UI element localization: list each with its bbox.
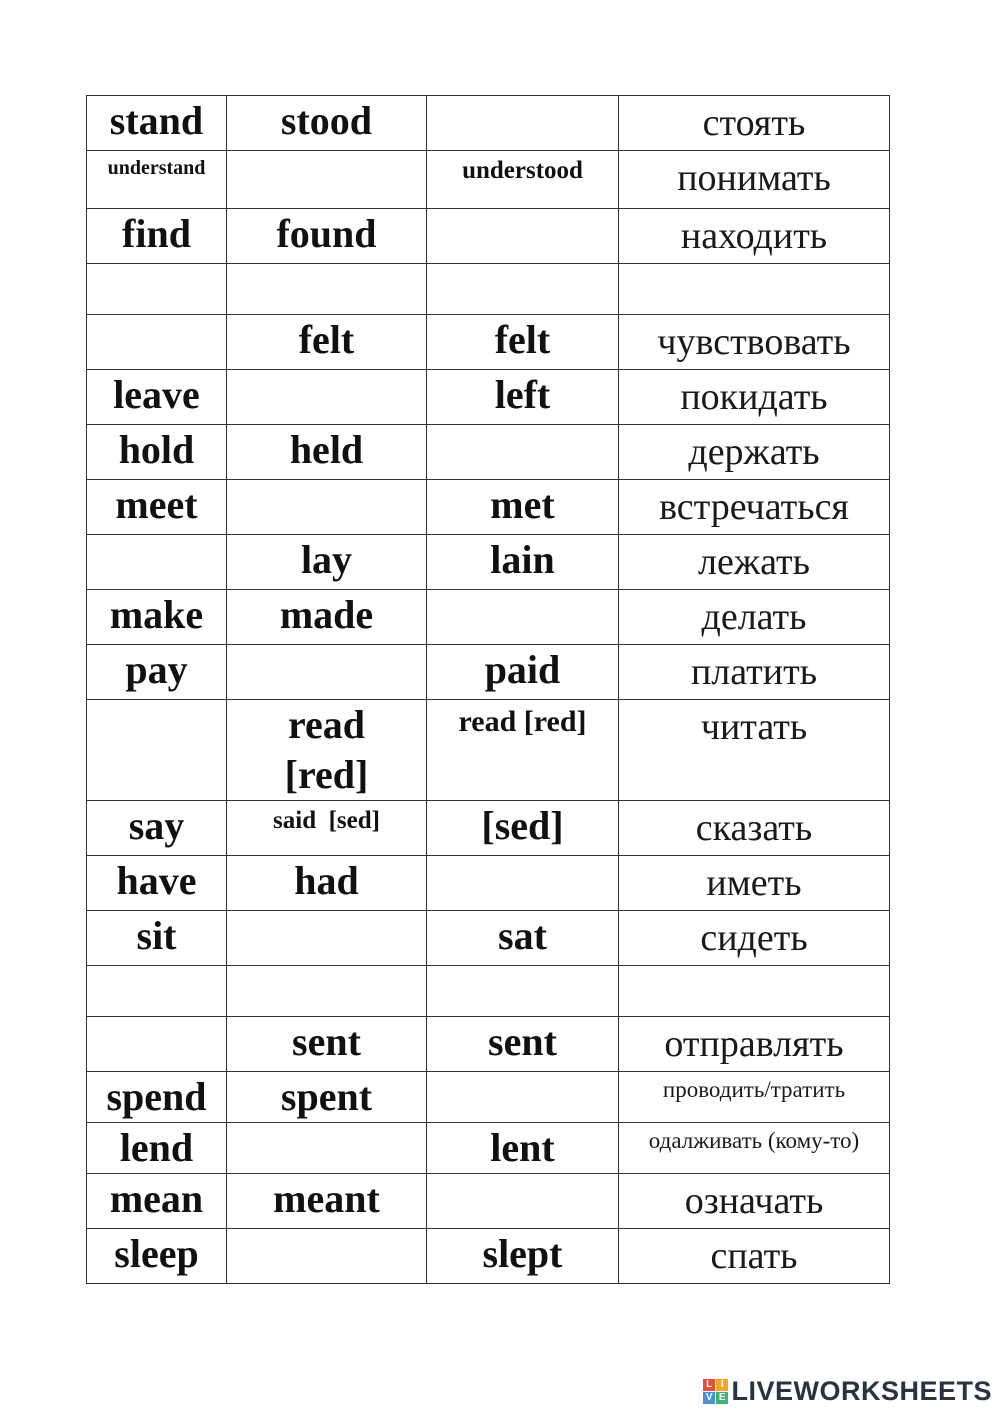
translation: стоять [702,102,806,144]
translation: отправлять [664,1023,844,1065]
translation: читать [700,706,808,748]
past-form: felt [298,317,355,362]
base-form: find [122,211,191,256]
translation: одалживать (кому-то) [648,1128,860,1153]
base-form: understand [107,157,206,179]
table-row [87,1072,890,1123]
past-form: sent [292,1019,361,1064]
table-row [87,96,890,151]
table-row [87,645,890,700]
past-form: had [294,858,359,903]
translation: находить [680,215,828,257]
brand-logo-icon: L I V E [703,1379,728,1404]
translation: встречаться [659,486,849,528]
base-form: stand [109,98,204,143]
past-form: stood [280,98,373,143]
table-row [87,209,890,264]
past-form: spent [280,1074,373,1119]
base-form: meet [115,482,198,527]
table-row [87,151,890,209]
participle-form: understood [462,157,583,184]
brand-name: LIVEWORKSHEETS [731,1376,992,1406]
table-row [87,315,890,370]
participle-form: sent [488,1019,557,1064]
translation: означать [684,1180,824,1222]
table-row [87,590,890,645]
table-row [87,480,890,535]
table-row [87,700,890,801]
translation: покидать [680,376,828,418]
table-row [87,370,890,425]
translation: проводить/тратить [662,1077,846,1102]
liveworksheets-logo [703,1376,992,1407]
translation: сказать [695,807,813,849]
base-form: pay [125,647,188,692]
past-form: read [red] [284,702,369,797]
translation: чувствовать [657,321,851,363]
translation: платить [690,651,818,693]
translation: лежать [698,541,810,583]
base-form: have [116,858,197,903]
base-form: sit [136,913,177,958]
past-form: said [sed] [273,807,380,834]
participle-form: lain [490,537,555,582]
base-form: hold [118,427,195,472]
table-row [87,1229,890,1284]
base-form: spend [106,1074,207,1119]
table-row [87,911,890,966]
translation: держать [688,431,820,473]
translation: сидеть [700,917,808,959]
participle-form: left [494,372,551,417]
translation: иметь [706,862,802,904]
participle-form: paid [484,647,561,692]
translation: спать [710,1235,798,1277]
base-form: leave [113,372,200,417]
translation: понимать [677,157,831,199]
irregular-verbs-table [86,95,890,1284]
table-row [87,1174,890,1229]
table-row [87,264,890,315]
table-row [87,425,890,480]
base-form: lend [119,1125,194,1170]
base-form: say [128,803,185,848]
past-form: meant [273,1176,380,1221]
participle-form: slept [482,1231,563,1276]
table-row [87,966,890,1017]
translation: делать [701,596,807,638]
participle-form: lent [490,1125,555,1170]
past-form: held [289,427,364,472]
past-form: found [276,211,377,256]
base-form: sleep [114,1231,199,1276]
table-row [87,535,890,590]
participle-form: read [red] [458,705,587,738]
participle-form: [sed] [481,803,564,848]
participle-form: felt [494,317,551,362]
table-row [87,1017,890,1072]
participle-form: met [490,482,555,527]
table-row [87,856,890,911]
participle-form: sat [498,913,547,958]
past-form: made [279,592,374,637]
table-row [87,1123,890,1174]
past-form: lay [300,537,353,582]
table-row [87,801,890,856]
base-form: mean [109,1176,204,1221]
base-form: make [109,592,204,637]
